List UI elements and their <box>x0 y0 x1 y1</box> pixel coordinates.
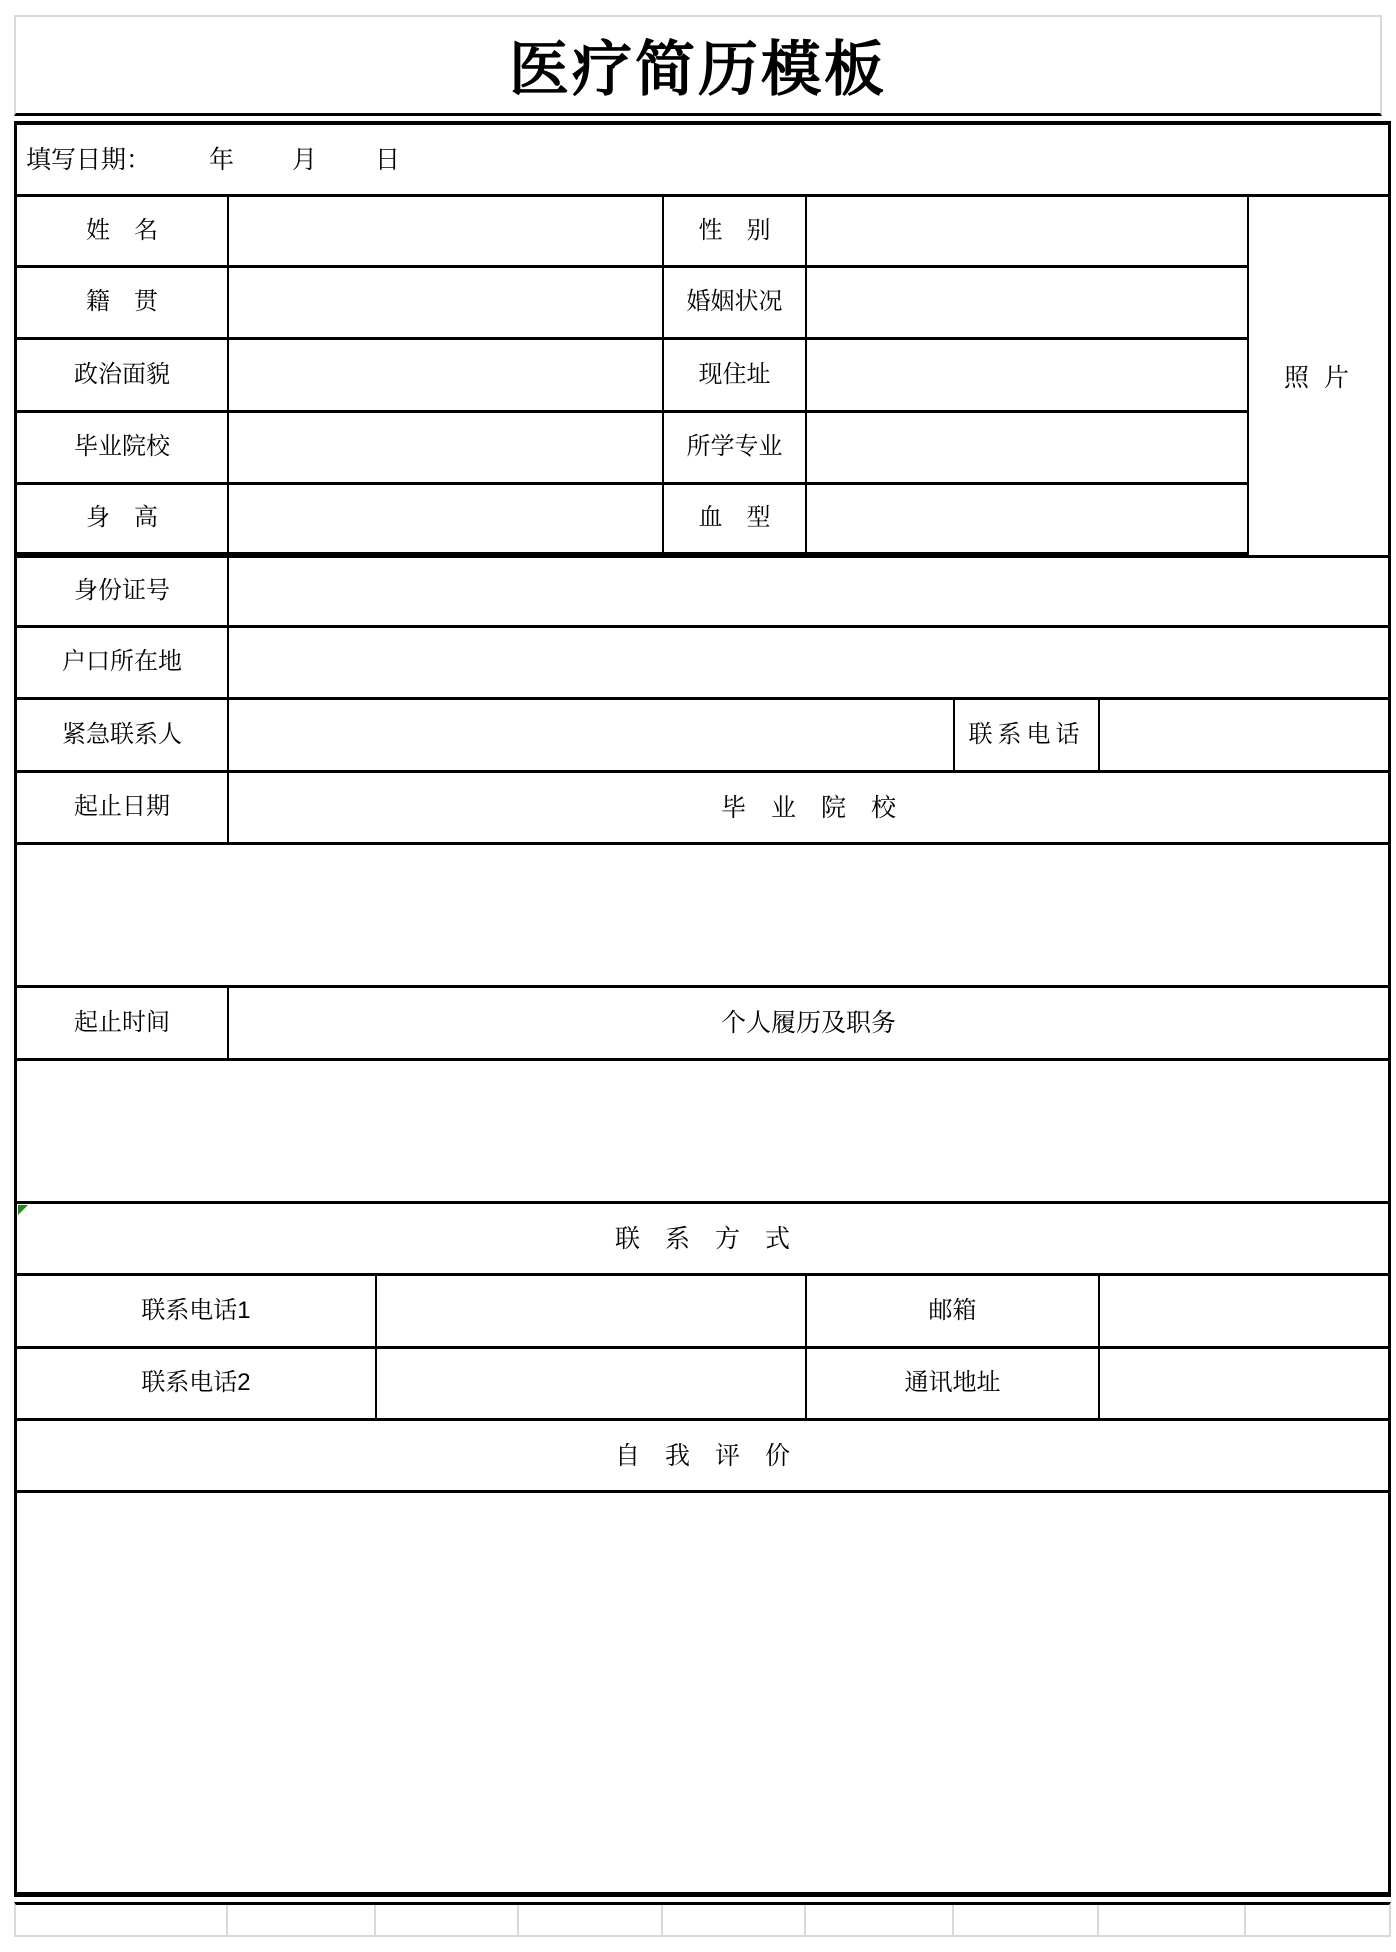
hukou-value-cell[interactable] <box>229 628 1388 697</box>
grid-cell <box>806 1905 954 1935</box>
grid-cell <box>376 1905 519 1935</box>
political-status-label: 政治面貌 <box>17 340 229 410</box>
grid-cell <box>519 1905 663 1935</box>
gender-label: 性 别 <box>664 197 807 265</box>
blood-type-value-cell[interactable] <box>807 485 1247 552</box>
marital-status-value-cell[interactable] <box>807 268 1247 337</box>
form-title-block <box>14 15 1382 116</box>
email-value-cell[interactable] <box>1100 1276 1388 1346</box>
self-evaluation-area[interactable] <box>17 1493 1388 1892</box>
blood-type-label: 血 型 <box>664 485 807 552</box>
grid-cell <box>1246 1905 1389 1935</box>
major-value-cell[interactable] <box>807 413 1247 482</box>
education-date-range-label: 起止日期 <box>17 773 229 842</box>
fill-date-month-label: 月 <box>292 145 318 174</box>
mailing-address-value-cell[interactable] <box>1100 1349 1388 1418</box>
hukou-label: 户口所在地 <box>17 628 229 697</box>
id-number-label: 身份证号 <box>17 558 229 625</box>
page-title: 医疗简历模板 <box>509 36 887 103</box>
emergency-contact-label: 紧急联系人 <box>17 700 229 770</box>
phone2-value-cell[interactable] <box>377 1349 807 1418</box>
graduate-school-label: 毕业院校 <box>17 413 229 482</box>
cell-error-indicator-icon <box>18 1205 28 1215</box>
self-evaluation-header: 自 我 评 价 <box>614 1441 790 1470</box>
emergency-contact-value-cell[interactable] <box>229 700 955 770</box>
mailing-address-label: 通讯地址 <box>807 1349 1100 1418</box>
basic-info-section <box>17 197 1388 558</box>
grid-cell <box>228 1905 376 1935</box>
grid-cell <box>663 1905 806 1935</box>
name-label: 姓 名 <box>17 197 229 265</box>
fill-date-day-label: 日 <box>375 145 401 174</box>
career-date-range-label: 起止时间 <box>17 988 229 1058</box>
phone2-label: 联系电话2 <box>17 1349 377 1418</box>
education-section-header: 毕 业 院 校 <box>720 793 896 822</box>
resume-form-table <box>14 121 1391 1897</box>
email-label: 邮箱 <box>807 1276 1100 1346</box>
spreadsheet-grid-row <box>14 1902 1391 1937</box>
grid-cell <box>1099 1905 1246 1935</box>
emergency-phone-value-cell[interactable] <box>1100 700 1388 770</box>
fill-date-label: 填写日期： <box>26 145 152 174</box>
career-history-area[interactable] <box>17 1061 1388 1201</box>
grid-cell <box>954 1905 1099 1935</box>
fill-date-row[interactable] <box>17 125 1388 194</box>
phone1-label: 联系电话1 <box>17 1276 377 1346</box>
political-status-value-cell[interactable] <box>229 340 664 410</box>
height-label: 身 高 <box>17 485 229 552</box>
graduate-school-value-cell[interactable] <box>229 413 664 482</box>
emergency-phone-label: 联系电话 <box>955 700 1100 770</box>
native-place-value-cell[interactable] <box>229 268 664 337</box>
gender-value-cell[interactable] <box>807 197 1247 265</box>
education-history-area[interactable] <box>17 845 1388 985</box>
current-address-label: 现住址 <box>664 340 807 410</box>
height-value-cell[interactable] <box>229 485 664 552</box>
id-number-value-cell[interactable] <box>229 558 1388 625</box>
native-place-label: 籍 贯 <box>17 268 229 337</box>
photo-label: 照 片 <box>1284 364 1353 392</box>
name-value-cell[interactable] <box>229 197 664 265</box>
contact-section-header: 联 系 方 式 <box>614 1224 790 1253</box>
phone1-value-cell[interactable] <box>377 1276 807 1346</box>
career-section-header: 个人履历及职务 <box>720 1009 896 1037</box>
fill-date-year-label: 年 <box>209 145 235 174</box>
grid-cell <box>16 1905 228 1935</box>
current-address-value-cell[interactable] <box>807 340 1247 410</box>
major-label: 所学专业 <box>664 413 807 482</box>
photo-cell[interactable] <box>1247 197 1388 555</box>
marital-status-label: 婚姻状况 <box>664 268 807 337</box>
